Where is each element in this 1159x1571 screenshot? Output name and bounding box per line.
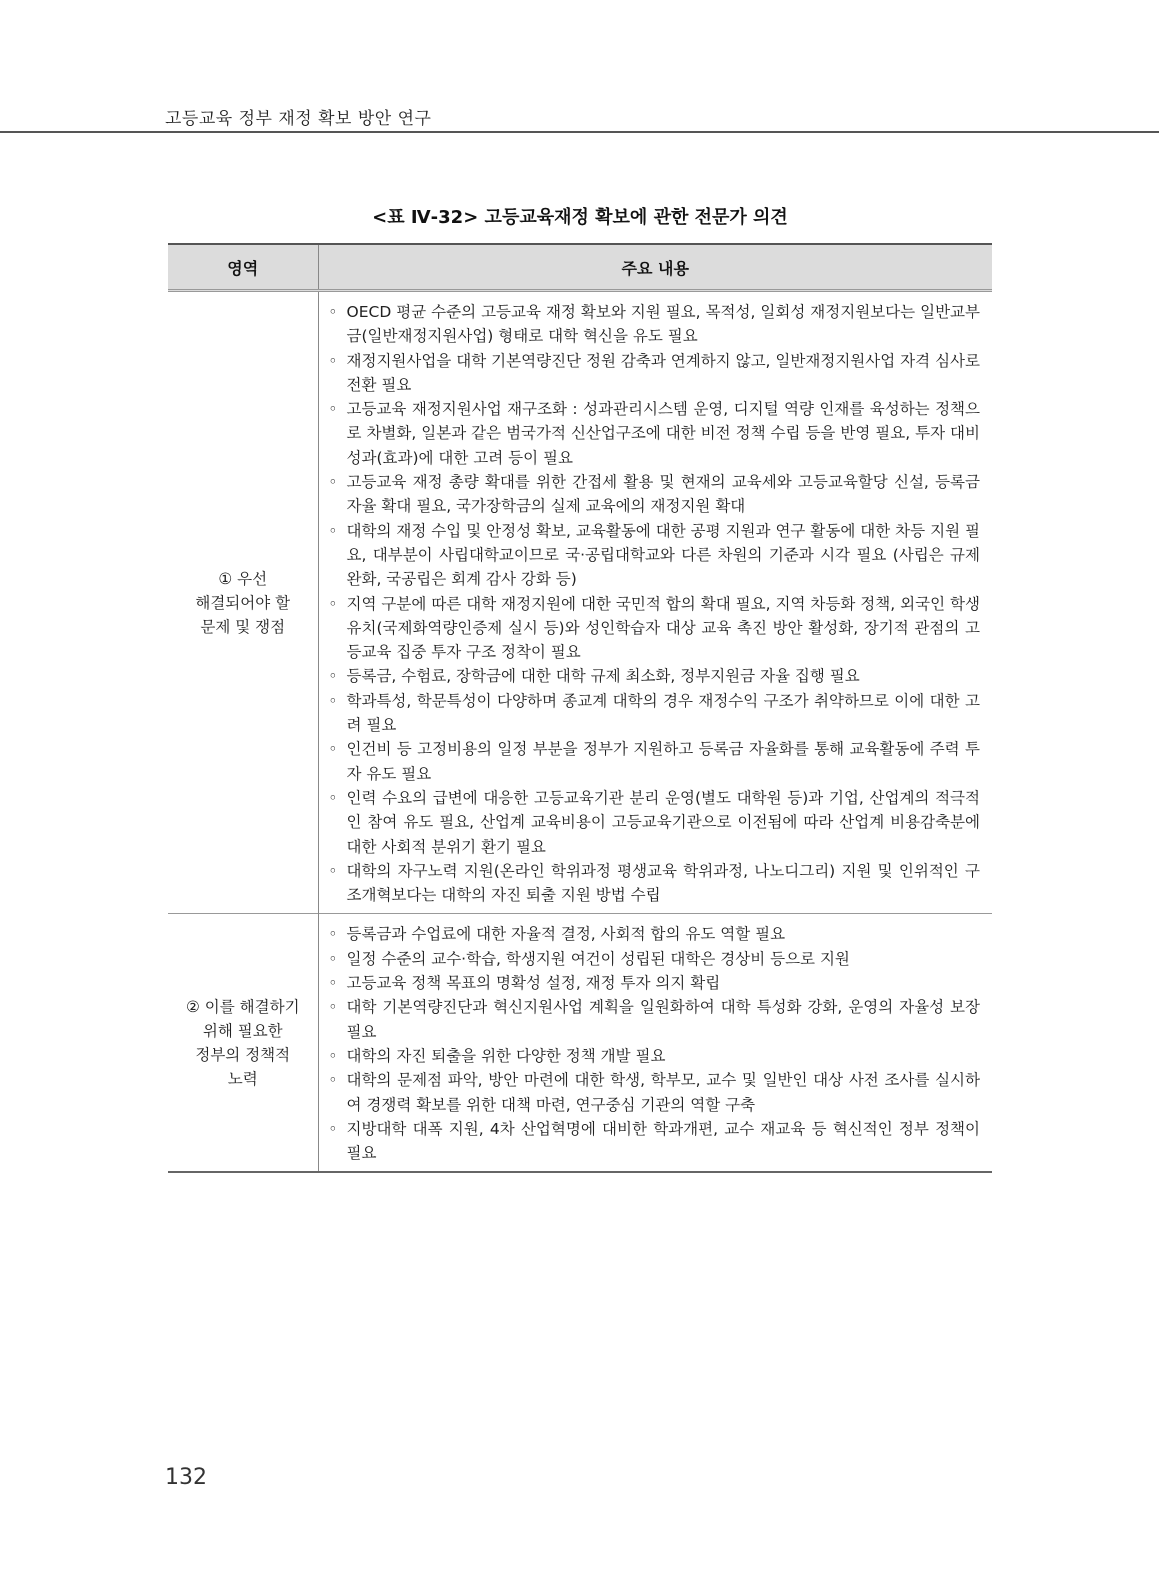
list-item: ◦ 고등교육 재정 총량 확대를 위한 간접세 활용 및 현재의 교육세와 고등교육할당 신설, 등록금 자율 확대 필요, 국가장학금의 실제 교육에의 재정지원 확대 xyxy=(329,470,981,519)
table-row xyxy=(168,914,992,1172)
content-cell xyxy=(318,291,992,914)
area-line: 위해 필요한 xyxy=(202,1021,283,1040)
list-item: ◦ 재정지원사업을 대학 기본역량진단 정원 감축과 연계하지 않고, 일반재정지원사업 자격 심사로 전환 필요 xyxy=(329,349,981,398)
list-item: ◦ 인력 수요의 급변에 대응한 고등교육기관 분리 운영(별도 대학원 등)과 기업, 산업계의 적극적인 참여 유도 필요, 산업계 교육비용이 고등교육기관으로 이전됨에 따라 산업계 비용감축분에 대한 사회적 분위기 환기 필요 xyxy=(329,786,981,859)
area-line: 해결되어야 할 xyxy=(195,593,291,612)
area-cell xyxy=(168,914,318,1172)
page-number: 132 xyxy=(165,1465,207,1490)
header-main-content: 주요 내용 xyxy=(318,244,992,291)
table-row xyxy=(168,291,992,914)
list-item: ◦ 학과특성, 학문특성이 다양하며 종교계 대학의 경우 재정수익 구조가 취약하므로 이에 대한 고려 필요 xyxy=(329,689,981,738)
content-cell xyxy=(318,914,992,1172)
list-item: ◦ 대학의 문제점 파악, 방안 마련에 대한 학생, 학부모, 교수 및 일반인 대상 사전 조사를 실시하여 경쟁력 확보를 위한 대책 마련, 연구중심 기관의 역할 구축 xyxy=(329,1068,981,1117)
running-header: 고등교육 정부 재정 확보 방안 연구 xyxy=(165,109,432,129)
list-item: ◦ 지역 구분에 따른 대학 재정지원에 대한 국민적 합의 확대 필요, 지역 차등화 정책, 외국인 학생 유치(국제화역량인증제 실시 등)와 성인학습자 대상 교육 촉진 방안 활성화, 장기적 관점의 고등교육 집중 투자 구조 정착이 필요 xyxy=(329,592,981,665)
header-rule xyxy=(0,131,1159,133)
header-area: 영역 xyxy=(168,244,318,291)
list-item: ◦ 대학 기본역량진단과 혁신지원사업 계획을 일원화하여 대학 특성화 강화, 운영의 자율성 보장 필요 xyxy=(329,995,981,1044)
list-item: ◦ 대학의 재정 수입 및 안정성 확보, 교육활동에 대한 공평 지원과 연구 활동에 대한 차등 지원 필요, 대부분이 사립대학교이므로 국·공립대학교와 다른 차원의 기준과 시각 필요 (사립은 규제 완화, 국공립은 회계 감사 강화 등) xyxy=(329,519,981,592)
list-item: ◦ 일정 수준의 교수·학습, 학생지원 여건이 성립된 대학은 경상비 등으로 지원 xyxy=(329,947,981,971)
area-line: ① 우선 xyxy=(218,569,268,588)
bullet-list xyxy=(329,300,981,907)
expert-opinion-table xyxy=(168,243,992,1173)
list-item: ◦ 고등교육 재정지원사업 재구조화 : 성과관리시스템 운영, 디지털 역량 인재를 육성하는 정책으로 차별화, 일본과 같은 범국가적 신산업구조에 대한 비전 정책 수립 등을 반영 필요, 투자 대비 성과(효과)에 대한 고려 등이 필요 xyxy=(329,397,981,470)
area-line: 노력 xyxy=(227,1069,258,1088)
list-item: ◦ 등록금과 수업료에 대한 자율적 결정, 사회적 합의 유도 역할 필요 xyxy=(329,922,981,946)
area-line: 문제 및 쟁점 xyxy=(200,617,286,636)
list-item: ◦ 인건비 등 고정비용의 일정 부분을 정부가 지원하고 등록금 자율화를 통해 교육활동에 주력 투자 유도 필요 xyxy=(329,737,981,786)
list-item: ◦ 지방대학 대폭 지원, 4차 산업혁명에 대비한 학과개편, 교수 재교육 등 혁신적인 정부 정책이 필요 xyxy=(329,1117,981,1166)
table-caption: <표 Ⅳ-32> 고등교육재정 확보에 관한 전문가 의견 xyxy=(372,207,788,228)
area-line: ② 이를 해결하기 xyxy=(185,997,300,1016)
area-line: 정부의 정책적 xyxy=(195,1045,291,1064)
area-cell xyxy=(168,291,318,914)
list-item: ◦ 대학의 자구노력 지원(온라인 학위과정 평생교육 학위과정, 나노디그리) 지원 및 인위적인 구조개혁보다는 대학의 자진 퇴출 지원 방법 수립 xyxy=(329,859,981,908)
list-item: ◦ 대학의 자진 퇴출을 위한 다양한 정책 개발 필요 xyxy=(329,1044,981,1068)
list-item: ◦ OECD 평균 수준의 고등교육 재정 확보와 지원 필요, 목적성, 일회성 재정지원보다는 일반교부금(일반재정지원사업) 형태로 대학 혁신을 유도 필요 xyxy=(329,300,981,349)
list-item: ◦ 고등교육 정책 목표의 명확성 설정, 재정 투자 의지 확립 xyxy=(329,971,981,995)
list-item: ◦ 등록금, 수험료, 장학금에 대한 대학 규제 최소화, 정부지원금 자율 집행 필요 xyxy=(329,664,981,688)
table-header-row xyxy=(168,244,992,291)
bullet-list xyxy=(329,922,981,1165)
